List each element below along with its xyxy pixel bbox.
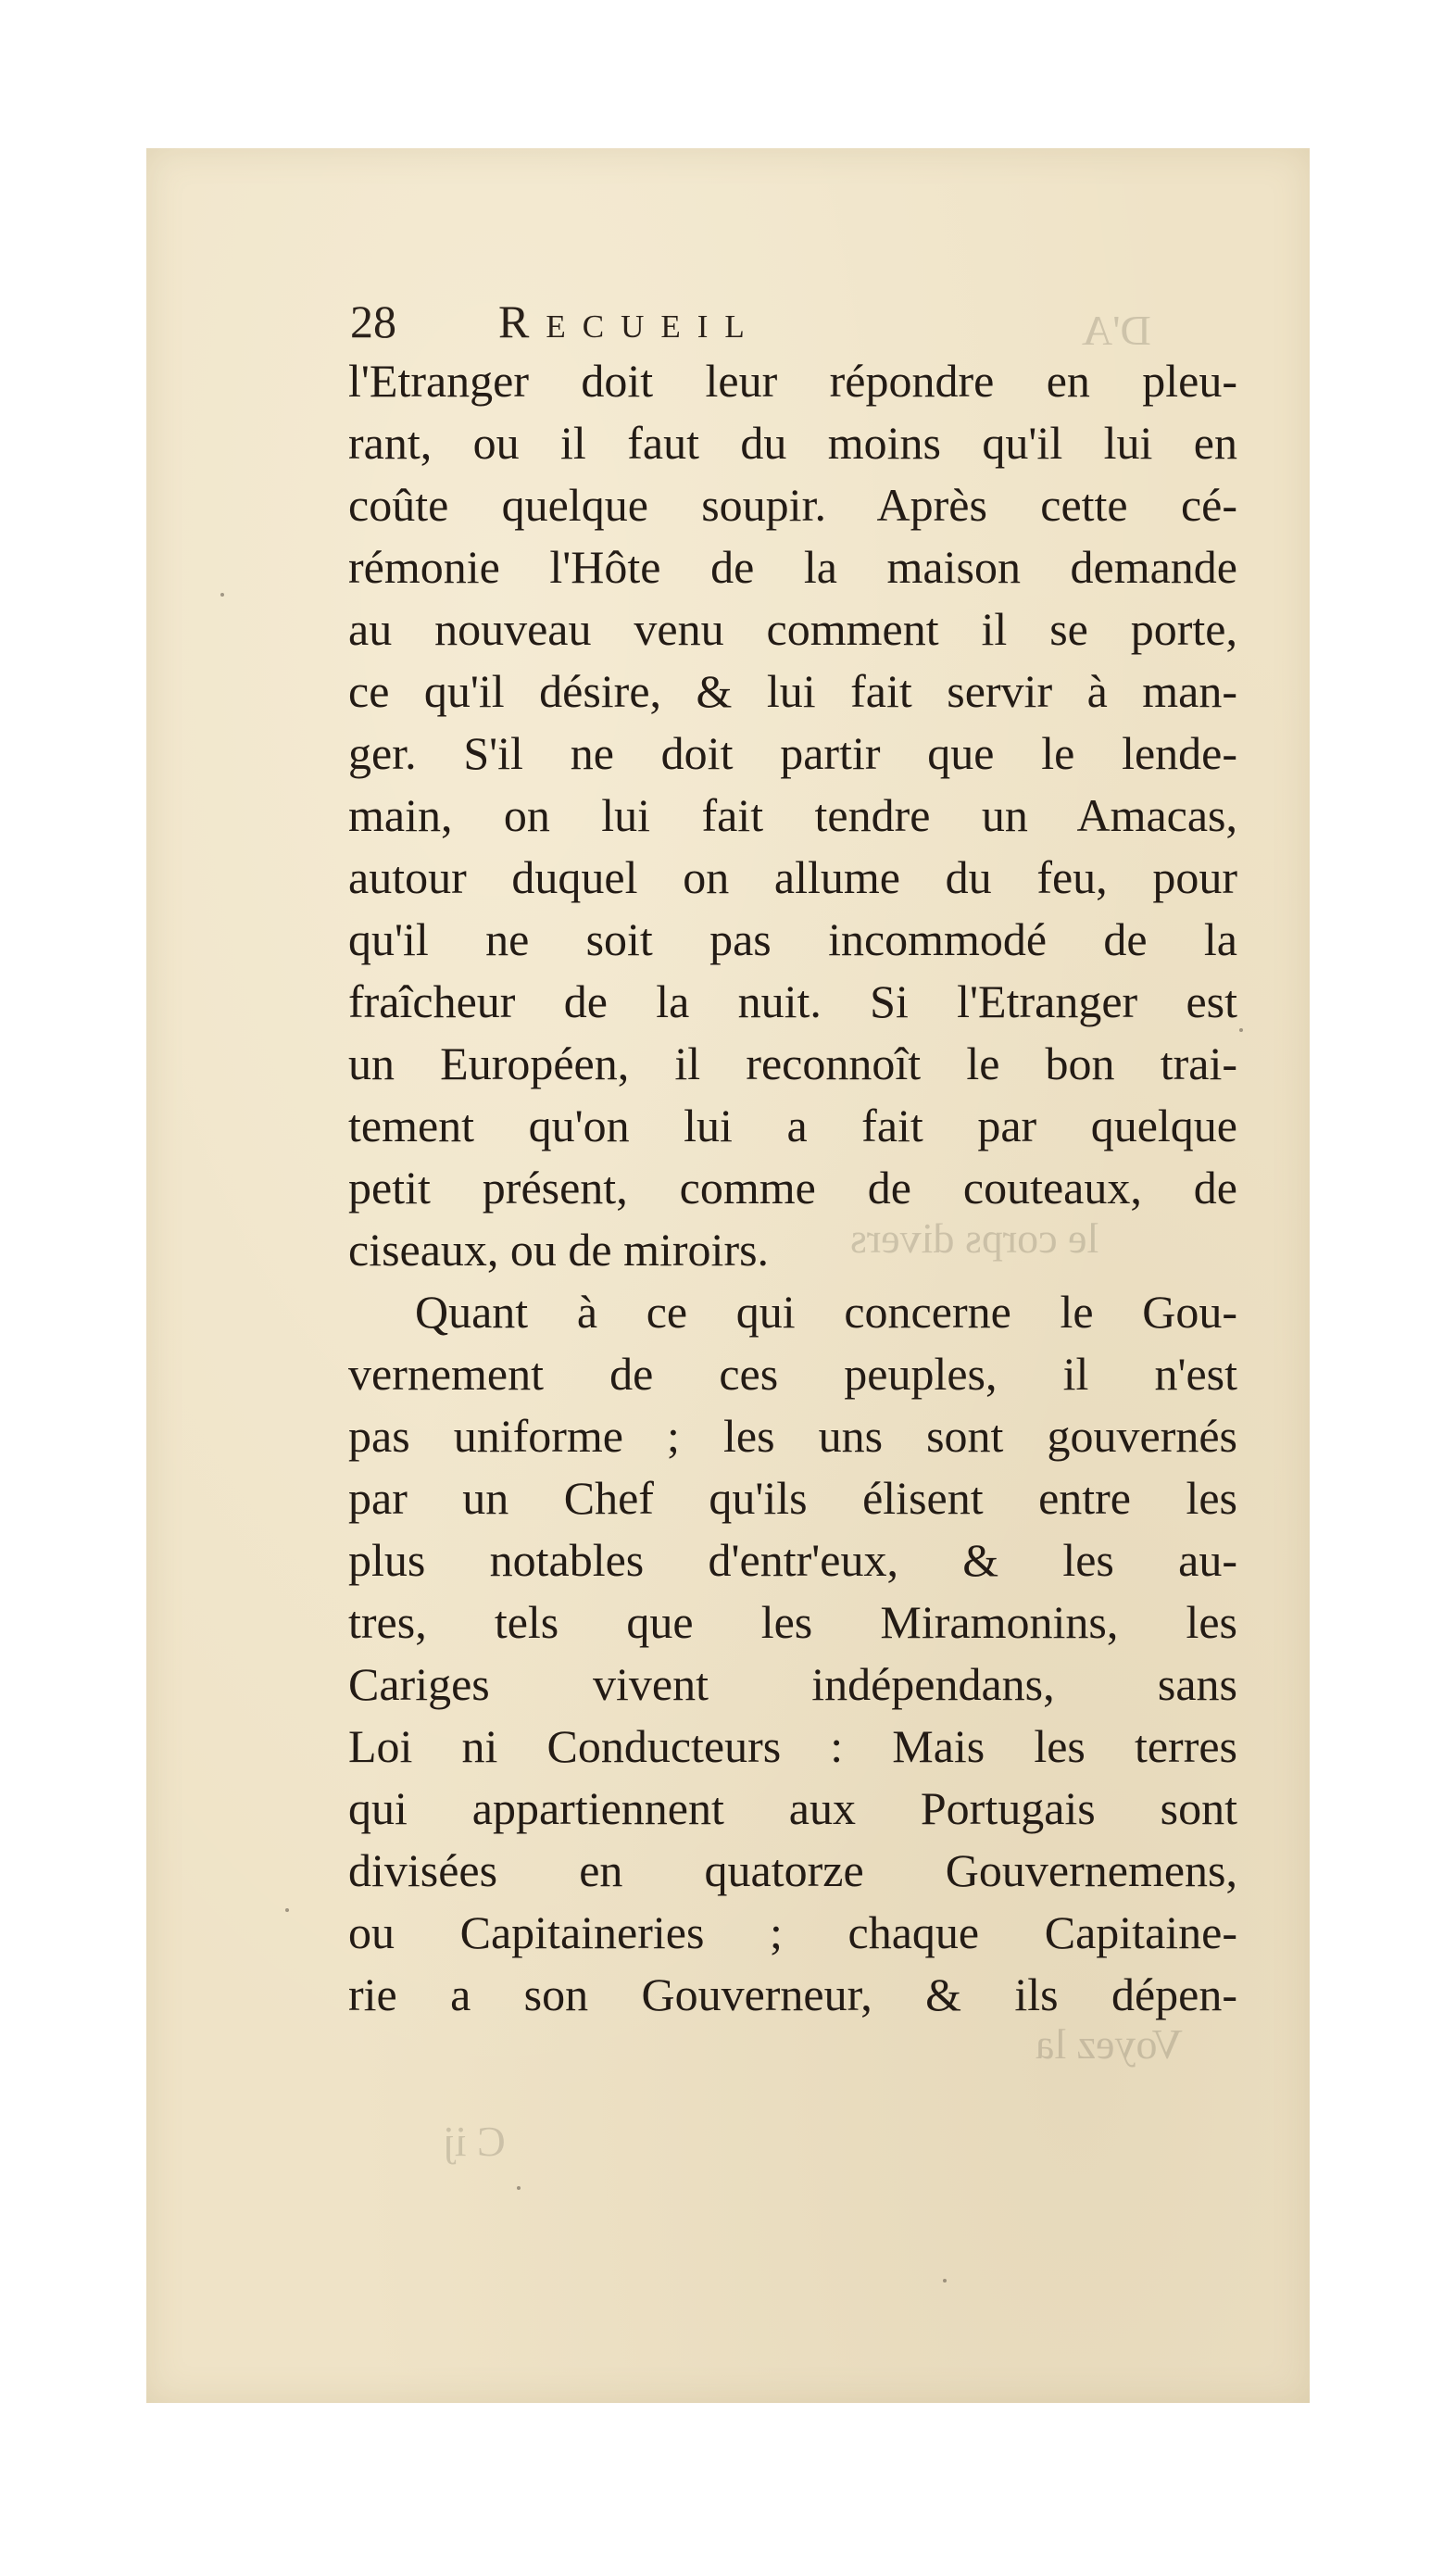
body-text [348, 350, 1237, 2026]
text-line: tres, tels que les Miramonins, les [348, 1596, 1237, 1648]
paper-speck [517, 2186, 521, 2190]
text-line: vernement de ces peuples, il n'est [348, 1348, 1237, 1400]
running-title: Recueil [498, 296, 761, 347]
paragraph-1 [348, 350, 1237, 1281]
page-number: 28 [350, 296, 396, 347]
text-line: l'Etranger doit leur répondre en pleu- [348, 355, 1237, 407]
text-line: fraîcheur de la nuit. Si l'Etranger est [348, 975, 1237, 1027]
paper-speck [943, 2279, 947, 2283]
text-line: ger. S'il ne doit partir que le lende- [348, 727, 1237, 779]
text-line: pas uniforme ; les uns sont gouvernés [348, 1410, 1237, 1462]
paper-speck [285, 1908, 289, 1912]
text-line: qu'il ne soit pas incommodé de la [348, 913, 1237, 965]
text-line: Cariges vivent indépendans, sans [348, 1658, 1237, 1710]
text-line: qui appartiennent aux Portugais sont [348, 1782, 1237, 1834]
text-line: ciseaux, ou de miroirs. [348, 1224, 770, 1276]
text-line: rant, ou il faut du moins qu'il lui en [348, 417, 1237, 469]
bleed-through-ink: le corps divers [850, 1214, 1099, 1262]
text-line: main, on lui fait tendre un Amacas, [348, 789, 1237, 841]
text-line: rémonie l'Hôte de la maison demande [348, 541, 1237, 593]
text-line: tement qu'on lui a fait par quelque [348, 1100, 1237, 1151]
text-line: Quant à ce qui concerne le Gou- [415, 1286, 1237, 1338]
text-line: un Européen, il reconnoît le bon trai- [348, 1038, 1237, 1089]
bleed-through-ink: C ij [443, 2118, 506, 2165]
bleed-through-ink: D'A [1082, 307, 1151, 354]
text-line: coûte quelque soupir. Après cette cé- [348, 479, 1237, 531]
text-line: ou Capitaineries ; chaque Capitaine- [348, 1906, 1237, 1958]
text-line: ce qu'il désire, & lui fait servir à man- [348, 665, 1237, 717]
text-line: Loi ni Conducteurs : Mais les terres [348, 1720, 1237, 1772]
paragraph-2 [348, 1281, 1237, 2026]
text-line: au nouveau venu comment il se porte, [348, 603, 1237, 655]
text-line: par un Chef qu'ils élisent entre les [348, 1472, 1237, 1524]
text-line: petit présent, comme de couteaux, de [348, 1162, 1237, 1214]
paper-speck [1239, 1028, 1243, 1032]
text-line: divisées en quatorze Gouvernemens, [348, 1844, 1237, 1896]
paper-speck [220, 593, 224, 597]
text-line: plus notables d'entr'eux, & les au- [348, 1534, 1237, 1586]
text-line: autour duquel on allume du feu, pour [348, 851, 1237, 903]
text-line: rie a son Gouverneur, & ils dépen- [348, 1968, 1237, 2020]
bleed-through-ink: Voyez la [1036, 2020, 1183, 2068]
